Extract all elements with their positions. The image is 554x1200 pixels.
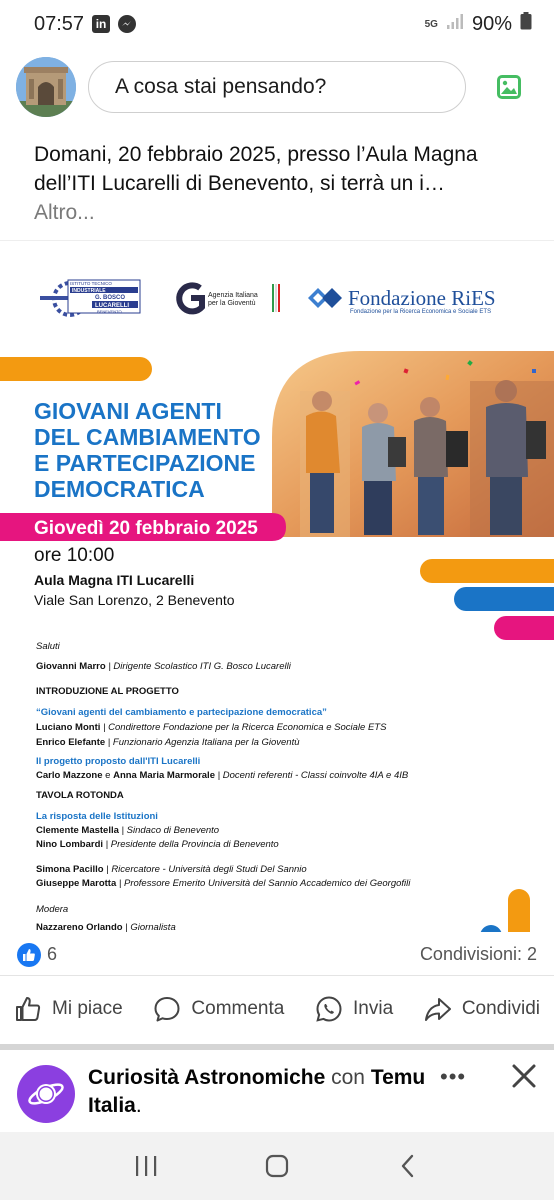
battery-icon [520, 12, 532, 36]
svg-text:Nazzareno Orlando | Giornalist [36, 922, 176, 932]
like-reaction-icon[interactable] [17, 943, 41, 967]
share-button[interactable] [424, 995, 540, 1023]
school-logo-line4: LUCARELLI [95, 303, 129, 309]
intro-label: INTRODUZIONE AL PROGETTO [36, 686, 179, 697]
headline-line-4: DEMOCRATICA [34, 476, 205, 502]
partner-name[interactable]: Temu Italia [88, 1066, 426, 1117]
speaker-lombardi: Nino Lombardi [36, 839, 104, 850]
event-address: Viale San Lorenzo, 2 Benevento [34, 592, 235, 608]
page-name[interactable]: Curiosità Astronomiche [88, 1066, 326, 1089]
and-word: e [102, 770, 114, 781]
like-button[interactable] [14, 995, 123, 1023]
comment-icon [153, 995, 181, 1023]
speaker-pacillo: Simona Pacillo [36, 864, 104, 875]
speaker-elefante: Enrico Elefante [36, 737, 106, 748]
reaction-count[interactable]: 6 [47, 944, 58, 964]
home-button[interactable] [257, 1146, 297, 1186]
school-logo [40, 280, 140, 315]
battery-percent: 90% [471, 12, 512, 35]
speaker-mastella-role: | Sindaco di Benevento [118, 825, 220, 836]
speaker-monti: Luciano Monti [36, 722, 101, 733]
svg-text:Simona Pacillo | Ricercatore - [36, 864, 307, 875]
speaker-marro-role: | Dirigente Scolastico ITI G. Bosco Lucarelli [105, 661, 291, 672]
close-icon[interactable] [508, 1060, 540, 1092]
svg-text:Giovanni Marro | Dirigente Sco [36, 661, 292, 672]
share-label: Condividi [461, 998, 540, 1019]
with-word: con [331, 1066, 365, 1089]
whatsapp-icon [315, 995, 343, 1023]
speaker-marotta: Giuseppe Marotta [36, 878, 117, 889]
status-input[interactable] [88, 61, 466, 113]
project-title: “Giovani agenti del cambiamento e partecipazione democratica” [36, 707, 327, 718]
event-program [36, 641, 411, 932]
speaker-marotta-role: | Professore Emerito Università del Sannio Accademico dei Georgofili [116, 878, 411, 889]
home-icon [264, 1153, 290, 1179]
headline-line-3: E PARTECIPAZIONE [34, 450, 256, 476]
ries-logo-subtitle: Fondazione per la Ricerca Economica e Sociale ETS [350, 309, 492, 315]
see-more-link[interactable]: Altro... [34, 201, 95, 224]
svg-text:Luciano Monti | Condirettore F [36, 722, 387, 733]
messenger-icon [118, 15, 136, 33]
post-image[interactable] [0, 240, 554, 932]
linkedin-icon: in [92, 15, 110, 33]
clock: 07:57 [34, 12, 85, 35]
deco-bar-magenta [494, 616, 554, 640]
back-button[interactable] [388, 1146, 428, 1186]
orange-bar [0, 357, 152, 381]
event-poster [0, 241, 554, 932]
suggested-title: Curiosità Astronomiche con Temu Italia. [88, 1066, 426, 1117]
system-nav-bar [0, 1132, 554, 1200]
deco-bar-orange [420, 559, 554, 583]
photo-icon[interactable] [496, 74, 522, 100]
send-button[interactable] [315, 995, 393, 1023]
recent-apps-button[interactable] [126, 1146, 166, 1186]
school-logo-line5: BENEVENTO [97, 309, 122, 314]
speaker-pacillo-role: | Ricercatore - Università degli Studi Del Sannio [103, 864, 307, 875]
speaker-lombardi-role: | Presidente della Provincia di Benevento [103, 839, 279, 850]
speaker-marmorale: Anna Maria Marmorale [113, 770, 215, 781]
reactions-bar [0, 934, 554, 976]
send-label: Invia [353, 998, 394, 1019]
proposal-title: Il progetto proposto dall'ITI Lucarelli [36, 756, 201, 767]
round-table-label: TAVOLA ROTONDA [36, 790, 124, 801]
svg-text:Enrico Elefante | Funzionario [36, 737, 300, 748]
event-venue: Aula Magna ITI Lucarelli [34, 572, 195, 588]
user-avatar[interactable] [16, 57, 76, 117]
post-text: Domani, 20 febbraio 2025, presso l’Aula Magna dell’ITI Lucarelli di Benevento, si terrà un i… [34, 143, 478, 195]
post-body [34, 140, 534, 227]
deco-pill-orange [508, 889, 530, 932]
more-options-icon[interactable]: ••• [440, 1064, 467, 1089]
speaker-mazzone: Carlo Mazzone [36, 770, 103, 781]
speaker-elefante-role: | Funzionario Agenzia Italiana per la Gioventù [105, 737, 300, 748]
svg-text:Carlo Mazzone e Anna Maria Mar [36, 770, 409, 781]
speaker-orlando-role: | Giornalista [122, 922, 176, 933]
svg-text:Nino Lombardi | Presidente del [36, 839, 279, 850]
recent-apps-icon [133, 1154, 159, 1178]
post-actions [0, 980, 554, 1038]
school-logo-line3: G. BOSCO [95, 295, 126, 301]
agency-logo [179, 284, 280, 312]
back-icon [398, 1153, 418, 1179]
saluti-label: Saluti [36, 641, 60, 652]
headline-line-1: GIOVANI AGENTI [34, 398, 222, 424]
moderator-label: Modera [36, 904, 69, 915]
speaker-marro: Giovanni Marro [36, 661, 106, 672]
share-count[interactable]: Condivisioni: 2 [419, 944, 537, 964]
suggested-post-header [0, 1050, 554, 1132]
youth-photo [272, 351, 554, 537]
poster-headline [34, 398, 261, 502]
agency-logo-line1: Agenzia Italiana [208, 292, 258, 299]
deco-bar-blue [454, 587, 554, 611]
post-composer [0, 48, 554, 126]
like-label: Mi piace [52, 998, 123, 1019]
school-logo-line2: INDUSTRIALE [72, 288, 106, 294]
agency-logo-line2: per la Gioventù [208, 300, 256, 307]
share-arrow-icon [424, 995, 452, 1023]
speaker-mastella: Clemente Mastella [36, 825, 119, 836]
status-bar [0, 0, 554, 48]
svg-text:Giuseppe Marotta | Professore [36, 878, 411, 889]
ries-logo-title: Fondazione RiES [348, 286, 496, 310]
signal-icon [446, 13, 464, 36]
school-logo-line1: ISTITUTO TECNICO [70, 281, 112, 286]
event-date: Giovedì 20 febbraio 2025 [34, 518, 258, 539]
status-input-placeholder: A cosa stai pensando? [115, 75, 327, 98]
headline-line-2: DEL CAMBIAMENTO [34, 424, 261, 450]
thumbs-up-icon [14, 995, 42, 1023]
teachers-role: | Docenti referenti - Classi coinvolte 4IA e 4IB [214, 770, 409, 781]
event-time: ore 10:00 [34, 545, 115, 566]
planet-icon [26, 1074, 66, 1114]
comment-button[interactable] [153, 995, 284, 1023]
ries-logo [308, 286, 496, 315]
speaker-monti-role: | Condirettore Fondazione per la Ricerca Economica e Sociale ETS [100, 722, 387, 733]
deco-pill-blue [480, 925, 502, 932]
svg-text:Clemente Mastella | Sindaco di [36, 825, 219, 836]
institutions-title: La risposta delle Istituzioni [36, 811, 158, 822]
page-avatar[interactable] [17, 1065, 75, 1123]
speaker-orlando: Nazzareno Orlando [36, 922, 123, 933]
network-label: 5G [424, 18, 438, 30]
comment-label: Commenta [191, 998, 285, 1019]
